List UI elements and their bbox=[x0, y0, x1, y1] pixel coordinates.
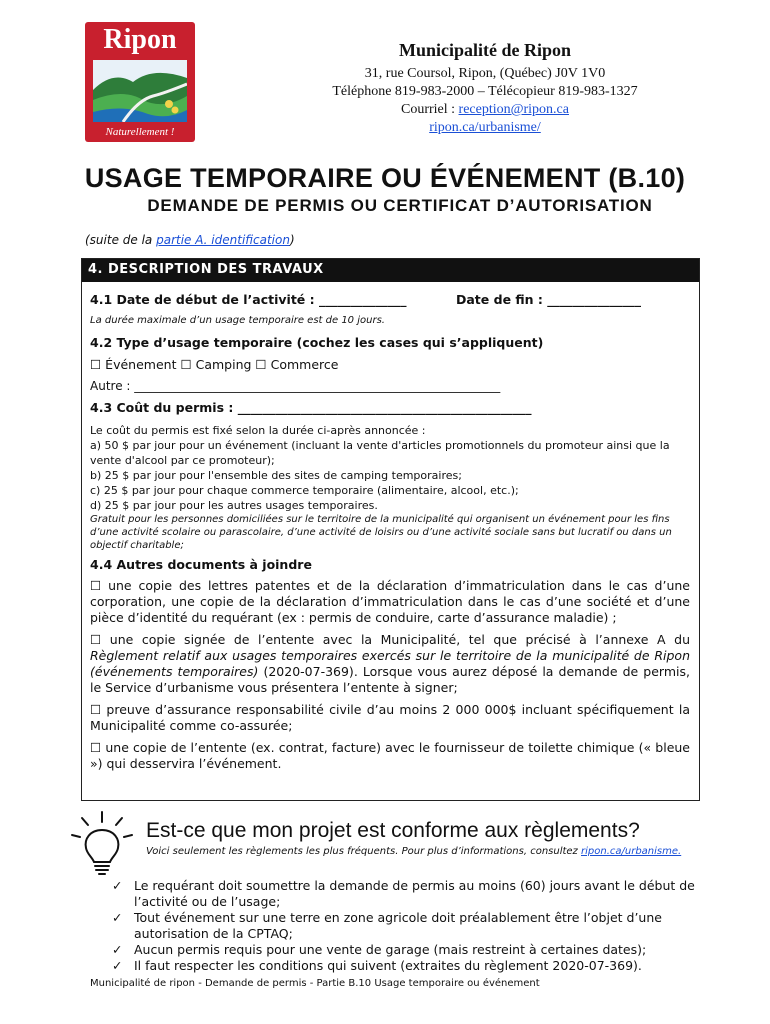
municipality-name: Municipalité de Ripon bbox=[398, 40, 572, 60]
cost-item-d: d) 25 $ par jour pour les autres usages temporaires. bbox=[90, 499, 378, 512]
other-usage-field[interactable]: Autre : _____________________________________________________________ bbox=[90, 379, 501, 393]
suite-note bbox=[85, 233, 295, 247]
conformity-title: Est-ce que mon projet est conforme aux règlements? bbox=[146, 819, 640, 842]
list-item-text: Il faut respecter les conditions qui suivent (extraites du règlement 2020-07-369). bbox=[134, 958, 642, 973]
usage-type-heading: 4.2 Type d’usage temporaire (cochez les cases qui s’appliquent) bbox=[90, 335, 544, 350]
ripon-logo bbox=[85, 22, 195, 142]
list-item bbox=[108, 942, 708, 958]
lightbulb-icon bbox=[70, 808, 134, 878]
doc-item-3[interactable]: ☐ preuve d’assurance responsabilité civile d’au moins 2 000 000$ incluant spécifiquement la Municipalité comme co-assurée; bbox=[90, 702, 690, 733]
conformity-list bbox=[108, 878, 708, 974]
cost-details bbox=[90, 423, 690, 513]
documents-heading: 4.4 Autres documents à joindre bbox=[90, 557, 312, 572]
conformity-subtitle-text: Voici seulement les règlements les plus fréquents. Pour plus d’informations, consultez bbox=[146, 846, 581, 857]
permit-cost-field[interactable]: 4.3 Coût du permis : _______________________________________________ bbox=[90, 400, 532, 415]
page-footer: Municipalité de ripon - Demande de permis - Partie B.10 Usage temporaire ou événement bbox=[90, 978, 540, 989]
list-item bbox=[108, 958, 708, 974]
doc-item-2-text-a: ☐ une copie signée de l’entente avec la Municipalité, tel que précisé à l’annexe A du bbox=[90, 632, 690, 647]
list-item-text: Le requérant doit soumettre la demande de permis au moins (60) jours avant le début de l’activité ou de l’usage; bbox=[134, 878, 695, 909]
doc-item-2-regulation: Règlement relatif aux usages temporaires exercés sur le territoire de la municipalité de Ripon (événements temporaires) bbox=[90, 648, 690, 679]
logo-tagline: Naturellement ! bbox=[105, 126, 175, 138]
municipality-header bbox=[290, 40, 680, 137]
list-item-text: Aucun permis requis pour une vente de garage (mais restreint à certaines dates); bbox=[134, 942, 647, 957]
list-item bbox=[108, 878, 708, 910]
logo-title: Ripon bbox=[103, 24, 177, 55]
cost-intro: Le coût du permis est fixé selon la durée ci-après annoncée : bbox=[90, 424, 426, 437]
doc-item-2-text-b: (2020-07-369). Lorsque vous aurez déposé la demande de permis, le Service d’urbanisme vous présentera l’entente à signer; bbox=[90, 664, 690, 695]
end-date-field[interactable]: Date de fin : _______________ bbox=[456, 292, 642, 307]
website-link[interactable]: ripon.ca/urbanisme/ bbox=[429, 120, 541, 135]
free-note: Gratuit pour les personnes domiciliées sur le territoire de la municipalité qui organisent un événement pour les fins d’une activité scolaire ou parascolaire, d’une activité de loisirs ou d’une activité sociale sans but lucratif ou dans un objectif charitable; bbox=[90, 514, 672, 551]
page-subtitle: DEMANDE DE PERMIS OU CERTIFICAT D’AUTORISATION bbox=[147, 196, 653, 215]
suite-prefix: (suite de la bbox=[85, 233, 157, 247]
section-4-box bbox=[81, 258, 700, 801]
cost-item-a: a) 50 $ par jour pour un événement (incluant la vente d'articles promotionnels du promoteur ainsi que la vente d'alcool par ce promoteur); bbox=[90, 439, 670, 467]
doc-item-4[interactable]: ☐ une copie de l’entente (ex. contrat, facture) avec le fournisseur de toilette chimique (« bleue ») qui desservira l’événement. bbox=[90, 740, 690, 771]
municipality-email-line bbox=[290, 101, 680, 119]
list-item bbox=[108, 910, 708, 942]
page-title: USAGE TEMPORAIRE OU ÉVÉNEMENT (B.10) bbox=[84, 163, 686, 193]
check-icon: ✓ bbox=[112, 910, 123, 925]
section-4-header: 4. DESCRIPTION DES TRAVAUX bbox=[82, 259, 699, 282]
email-link[interactable]: reception@ripon.ca bbox=[458, 102, 569, 117]
duration-note: La durée maximale d’un usage temporaire est de 10 jours. bbox=[90, 315, 385, 326]
email-prefix: Courriel : bbox=[400, 102, 459, 117]
list-item-text: Tout événement sur une terre en zone agricole doit préalablement être l’objet d’une autorisation de la CPTAQ; bbox=[134, 910, 662, 941]
check-icon: ✓ bbox=[112, 878, 123, 893]
suite-suffix: ) bbox=[289, 233, 295, 247]
municipality-address: 31, rue Coursol, Ripon, (Québec) J0V 1V0 bbox=[364, 66, 606, 81]
doc-item-2[interactable] bbox=[90, 632, 690, 696]
landscape-icon bbox=[93, 60, 187, 122]
documents-list bbox=[90, 578, 690, 772]
cost-item-b: b) 25 $ par jour pour l'ensemble des sites de camping temporaires; bbox=[90, 469, 462, 482]
cost-item-c: c) 25 $ par jour pour chaque commerce temporaire (alimentaire, alcool, etc.); bbox=[90, 484, 519, 497]
usage-type-options[interactable]: ☐ Événement ☐ Camping ☐ Commerce bbox=[90, 357, 339, 372]
start-date-field[interactable]: 4.1 Date de début de l’activité : ______________ bbox=[90, 292, 407, 307]
conformity-subtitle bbox=[146, 846, 681, 857]
check-icon: ✓ bbox=[112, 958, 123, 973]
part-a-link[interactable]: partie A. identification bbox=[156, 233, 290, 247]
doc-item-1[interactable]: ☐ une copie des lettres patentes et de la déclaration d’immatriculation dans le cas d’une corporation, une copie de la déclaration d’immatriculation dans le cas d’une société et d’une pièce d’identité du requérant (ex : permis de conduire, carte d’assurance maladie) ; bbox=[90, 578, 690, 625]
municipality-phone: Téléphone 819-983-2000 – Télécopieur 819-983-1327 bbox=[332, 84, 638, 99]
urbanisme-link[interactable]: ripon.ca/urbanisme. bbox=[581, 846, 682, 857]
check-icon: ✓ bbox=[112, 942, 123, 957]
